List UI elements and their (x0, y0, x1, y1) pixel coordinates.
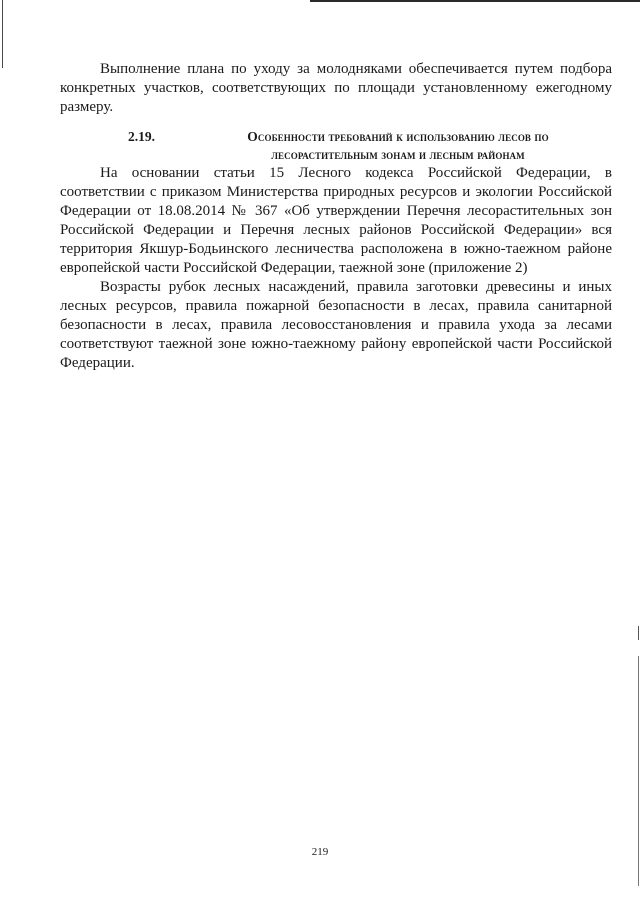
section-number: 2.19. (128, 129, 155, 144)
section-title: Особенности требований к использованию лесов по лесорастительным зонам и лесным районам (247, 129, 549, 162)
body-paragraph-legal-basis: На основании статьи 15 Лесного кодекса Российской Федерации, в соответствии с приказом Министерства природных ресурсов и экологии Российской Федерации от 18.08.2014 № 367 «Об утверждении Перечня лесорастительных зон Российской Федерации и Перечня лесных районов Российской Федерации» вся территория Якшур-Бодьинского лесничества расположена в южно-таежном районе европейской части Российской Федерации, таежной зоне (приложение 2) (60, 165, 612, 276)
scan-border-top (310, 0, 640, 2)
page-number: 219 (311, 846, 329, 858)
document-page (60, 60, 612, 373)
intro-paragraph: Выполнение плана по уходу за молодняками обеспечивается путем подбора конкретных участков, соответствующих по площади установленному ежегодному размеру. (60, 61, 612, 115)
body-paragraph-forest-rules: Возрасты рубок лесных насаждений, правила заготовки древесины и иных лесных ресурсов, правила пожарной безопасности в лесах, правила санитарной безопасности в лесах, правила лесовосстановления и правила ухода за лесами соответствуют таежной зоне южно-таежному району европейской части Российской Федерации. (60, 279, 612, 371)
scan-border-left (2, 0, 3, 68)
section-heading (60, 128, 612, 164)
scan-border-right-upper (638, 626, 639, 640)
